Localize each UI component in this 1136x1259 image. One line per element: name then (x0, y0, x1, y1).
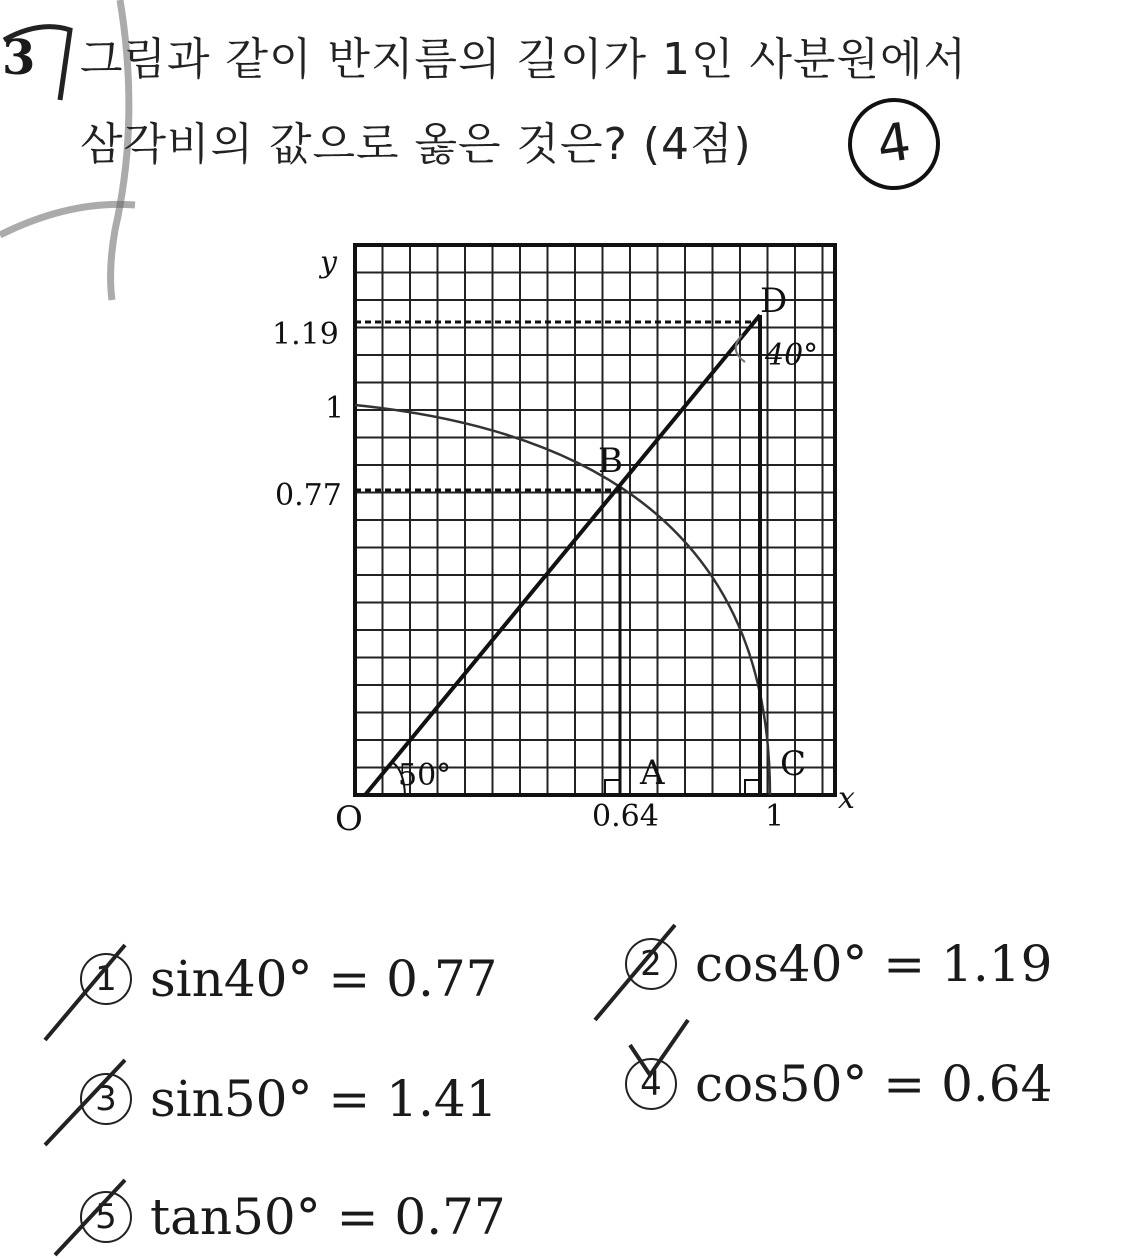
check-mark-4 (630, 1020, 688, 1075)
choice-number: 3 (80, 1073, 132, 1125)
handwritten-answer: 4 (842, 92, 946, 196)
ytick-0-77: 0.77 (275, 478, 342, 513)
point-a-label: A (640, 753, 665, 793)
choice-text: tan50° = 0.77 (150, 1188, 506, 1246)
strike-mark-3 (45, 1060, 125, 1145)
point-d-label: D (760, 281, 788, 321)
choice-text: cos40° = 1.19 (695, 935, 1053, 993)
strike-mark-1 (45, 945, 125, 1040)
origin-label: O (335, 799, 363, 839)
question-number: 3 (2, 30, 36, 86)
x-axis-label: x (838, 781, 855, 816)
point-c-label: C (780, 744, 807, 784)
choice-number: 4 (625, 1058, 677, 1110)
ytick-1-19: 1.19 (272, 317, 339, 352)
question-text-line1: 그림과 같이 반지름의 길이가 1인 사분원에서 (80, 34, 967, 85)
strike-mark-2 (595, 925, 675, 1020)
angle-d-handwritten: 40° (765, 338, 819, 373)
question-text-line2: 삼각비의 값으로 옳은 것은? (4점) (80, 119, 752, 170)
angle-o-label: 50° (398, 758, 452, 793)
xtick-1: 1 (765, 799, 785, 834)
choice-text: cos50° = 0.64 (695, 1055, 1053, 1113)
ytick-1: 1 (325, 391, 345, 426)
choice-number: 1 (80, 953, 132, 1005)
choice-number: 2 (625, 938, 677, 990)
choice-text: sin40° = 0.77 (150, 950, 498, 1008)
point-b-label: B (598, 441, 623, 481)
strike-mark-5 (55, 1180, 125, 1255)
xtick-0-64: 0.64 (592, 799, 659, 834)
choice-text: sin50° = 1.41 (150, 1070, 498, 1128)
y-axis-label: y (320, 245, 337, 280)
choice-number: 5 (80, 1191, 132, 1243)
